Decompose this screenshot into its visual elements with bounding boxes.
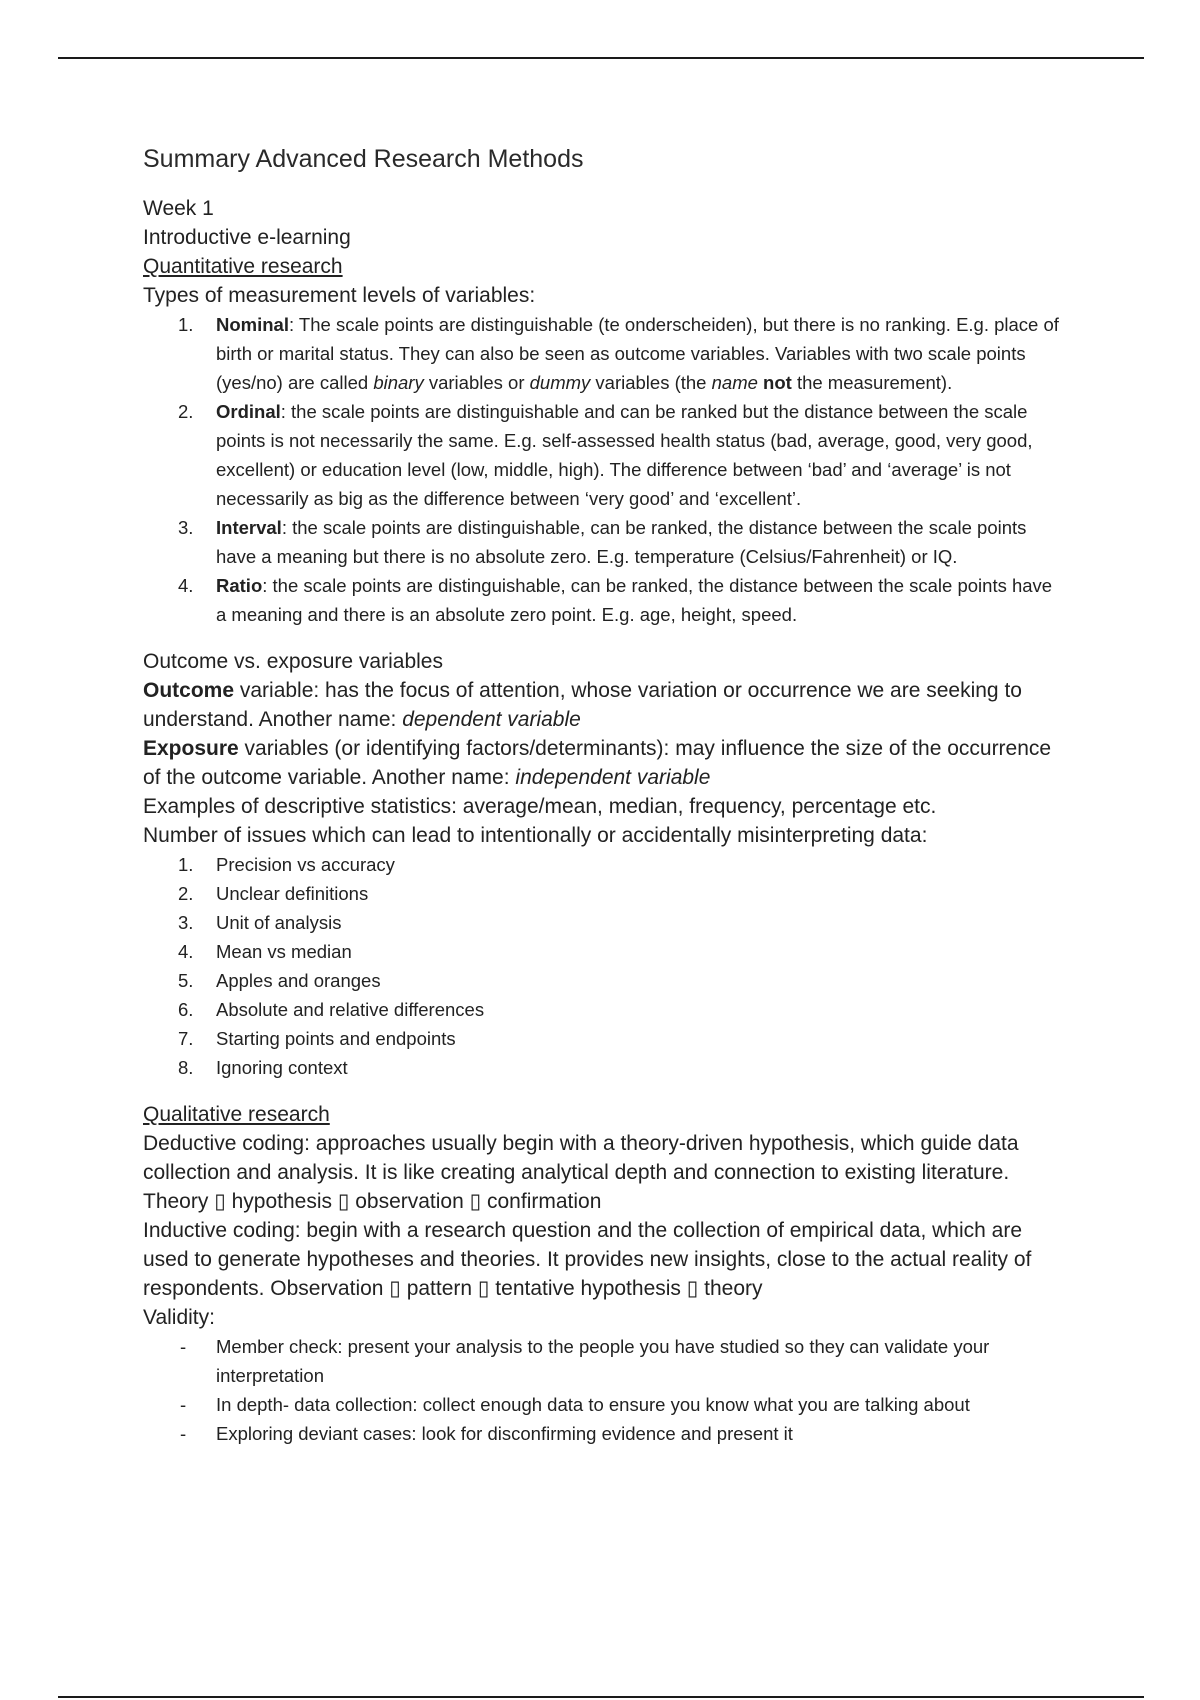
issue-text: Precision vs accuracy <box>216 854 395 875</box>
spacer <box>143 1082 1063 1100</box>
issue-text: Starting points and endpoints <box>216 1028 456 1049</box>
outcome-text: variable: has the focus of attention, whose variation or occurrence we are seeking to understand. Another name: <box>143 679 1022 731</box>
list-item <box>143 850 1063 879</box>
list-item <box>143 397 1063 513</box>
list-number: 5. <box>178 970 194 991</box>
exposure-definition <box>143 734 1063 792</box>
list-number: 4. <box>178 941 194 962</box>
issues-list <box>143 850 1063 1082</box>
list-item <box>143 1053 1063 1082</box>
emphasis: dummy <box>529 372 591 393</box>
document-body <box>143 142 1063 1448</box>
exposure-text: variables (or identifying factors/determinants): may influence the size of the occurrence of the outcome variable. Another name: <box>143 737 1052 789</box>
list-item <box>143 995 1063 1024</box>
levels-intro: Types of measurement levels of variables: <box>143 284 536 307</box>
list-item <box>143 513 1063 571</box>
list-number: 8. <box>178 1057 194 1078</box>
exposure-other-name: independent variable <box>515 766 711 789</box>
level-text: : the scale points are distinguishable and can be ranked but the distance between the scale points is not necessarily the same. E.g. self-assessed health status (bad, average, good, very good, excellent) or education level (low, middle, high). The difference between ‘bad’ and ‘average’ is not necessarily as big as the difference between ‘very good’ and ‘excellent’. <box>216 401 1033 509</box>
issue-text: Mean vs median <box>216 941 352 962</box>
list-item <box>143 1332 1063 1390</box>
bottom-rule <box>58 1696 1144 1698</box>
section-heading-qualitative: Qualitative research <box>143 1103 330 1126</box>
section-heading-quantitative: Quantitative research <box>143 255 343 278</box>
level-text: variables or <box>423 372 530 393</box>
list-item <box>143 1419 1063 1448</box>
list-item <box>143 908 1063 937</box>
outcome-exposure-heading: Outcome vs. exposure variables <box>143 650 443 673</box>
list-number: 6. <box>178 999 194 1020</box>
issue-text: Unit of analysis <box>216 912 342 933</box>
issue-text: Apples and oranges <box>216 970 381 991</box>
measurement-levels-list <box>143 310 1063 629</box>
level-text: : The scale points are distinguishable (te onderscheiden), but there is no ranking. E.g. place of birth or marital status. They can also be seen as outcome variables. Variables with two scale points (yes/no) are called <box>216 314 1059 393</box>
outcome-other-name: dependent variable <box>402 708 581 731</box>
issue-text: Ignoring context <box>216 1057 348 1078</box>
list-number: 2. <box>178 883 194 904</box>
level-term: Ratio <box>216 575 263 596</box>
list-bullet: - <box>180 1423 187 1444</box>
level-term: Interval <box>216 517 282 538</box>
list-item <box>143 879 1063 908</box>
list-item <box>143 310 1063 397</box>
list-number: 4. <box>178 575 194 596</box>
list-bullet: - <box>180 1336 187 1357</box>
outcome-term: Outcome <box>143 679 235 702</box>
list-item <box>143 571 1063 629</box>
list-item <box>143 937 1063 966</box>
course-part: Introductive e-learning <box>143 226 351 249</box>
validity-intro: Validity: <box>143 1306 215 1329</box>
list-bullet: - <box>180 1394 187 1415</box>
level-text: variables (the <box>590 372 712 393</box>
validity-text: Member check: present your analysis to the people you have studied so they can validate your interpretation <box>216 1336 990 1386</box>
week-label: Week 1 <box>143 197 214 220</box>
level-term: Ordinal <box>216 401 281 422</box>
list-number: 7. <box>178 1028 194 1049</box>
document-title: Summary Advanced Research Methods <box>143 145 584 173</box>
inductive-coding: Inductive coding: begin with a research question and the collection of empirical data, which are used to generate hypotheses and theories. It provides new insights, close to the actual reality of respondents. Observation ▯ pattern ▯ tentative hypothesis ▯ theory <box>143 1219 1032 1300</box>
validity-list <box>143 1332 1063 1448</box>
level-text: : the scale points are distinguishable, can be ranked, the distance between the scale points have a meaning and there is an absolute zero point. E.g. age, height, speed. <box>216 575 1053 625</box>
spacer <box>143 629 1063 647</box>
emphasis: name <box>711 372 758 393</box>
exposure-term: Exposure <box>143 737 239 760</box>
top-rule <box>58 57 1144 59</box>
level-text: the measurement). <box>791 372 953 393</box>
level-text: : the scale points are distinguishable, can be ranked, the distance between the scale points have a meaning but there is no absolute zero. E.g. temperature (Celsius/Fahrenheit) or IQ. <box>216 517 1027 567</box>
list-number: 3. <box>178 912 194 933</box>
list-number: 3. <box>178 517 194 538</box>
validity-text: Exploring deviant cases: look for disconfirming evidence and present it <box>216 1423 793 1444</box>
list-item <box>143 966 1063 995</box>
issue-text: Absolute and relative differences <box>216 999 485 1020</box>
list-item <box>143 1024 1063 1053</box>
outcome-definition <box>143 676 1063 734</box>
list-number: 1. <box>178 854 194 875</box>
emphasis: binary <box>373 372 424 393</box>
level-term: Nominal <box>216 314 289 335</box>
strong-text: not <box>763 372 792 393</box>
list-number: 1. <box>178 314 194 335</box>
deductive-coding: Deductive coding: approaches usually begin with a theory-driven hypothesis, which guide data collection and analysis. It is like creating analytical depth and connection to existing literature. Theory ▯ hypothesis ▯ observation ▯ confirmation <box>143 1132 1019 1213</box>
issues-intro: Number of issues which can lead to intentionally or accidentally misinterpreting data: <box>143 824 928 847</box>
list-item <box>143 1390 1063 1419</box>
issue-text: Unclear definitions <box>216 883 369 904</box>
validity-text: In depth- data collection: collect enough data to ensure you know what you are talking about <box>216 1394 970 1415</box>
descriptive-statistics: Examples of descriptive statistics: average/mean, median, frequency, percentage etc. <box>143 795 937 818</box>
list-number: 2. <box>178 401 194 422</box>
